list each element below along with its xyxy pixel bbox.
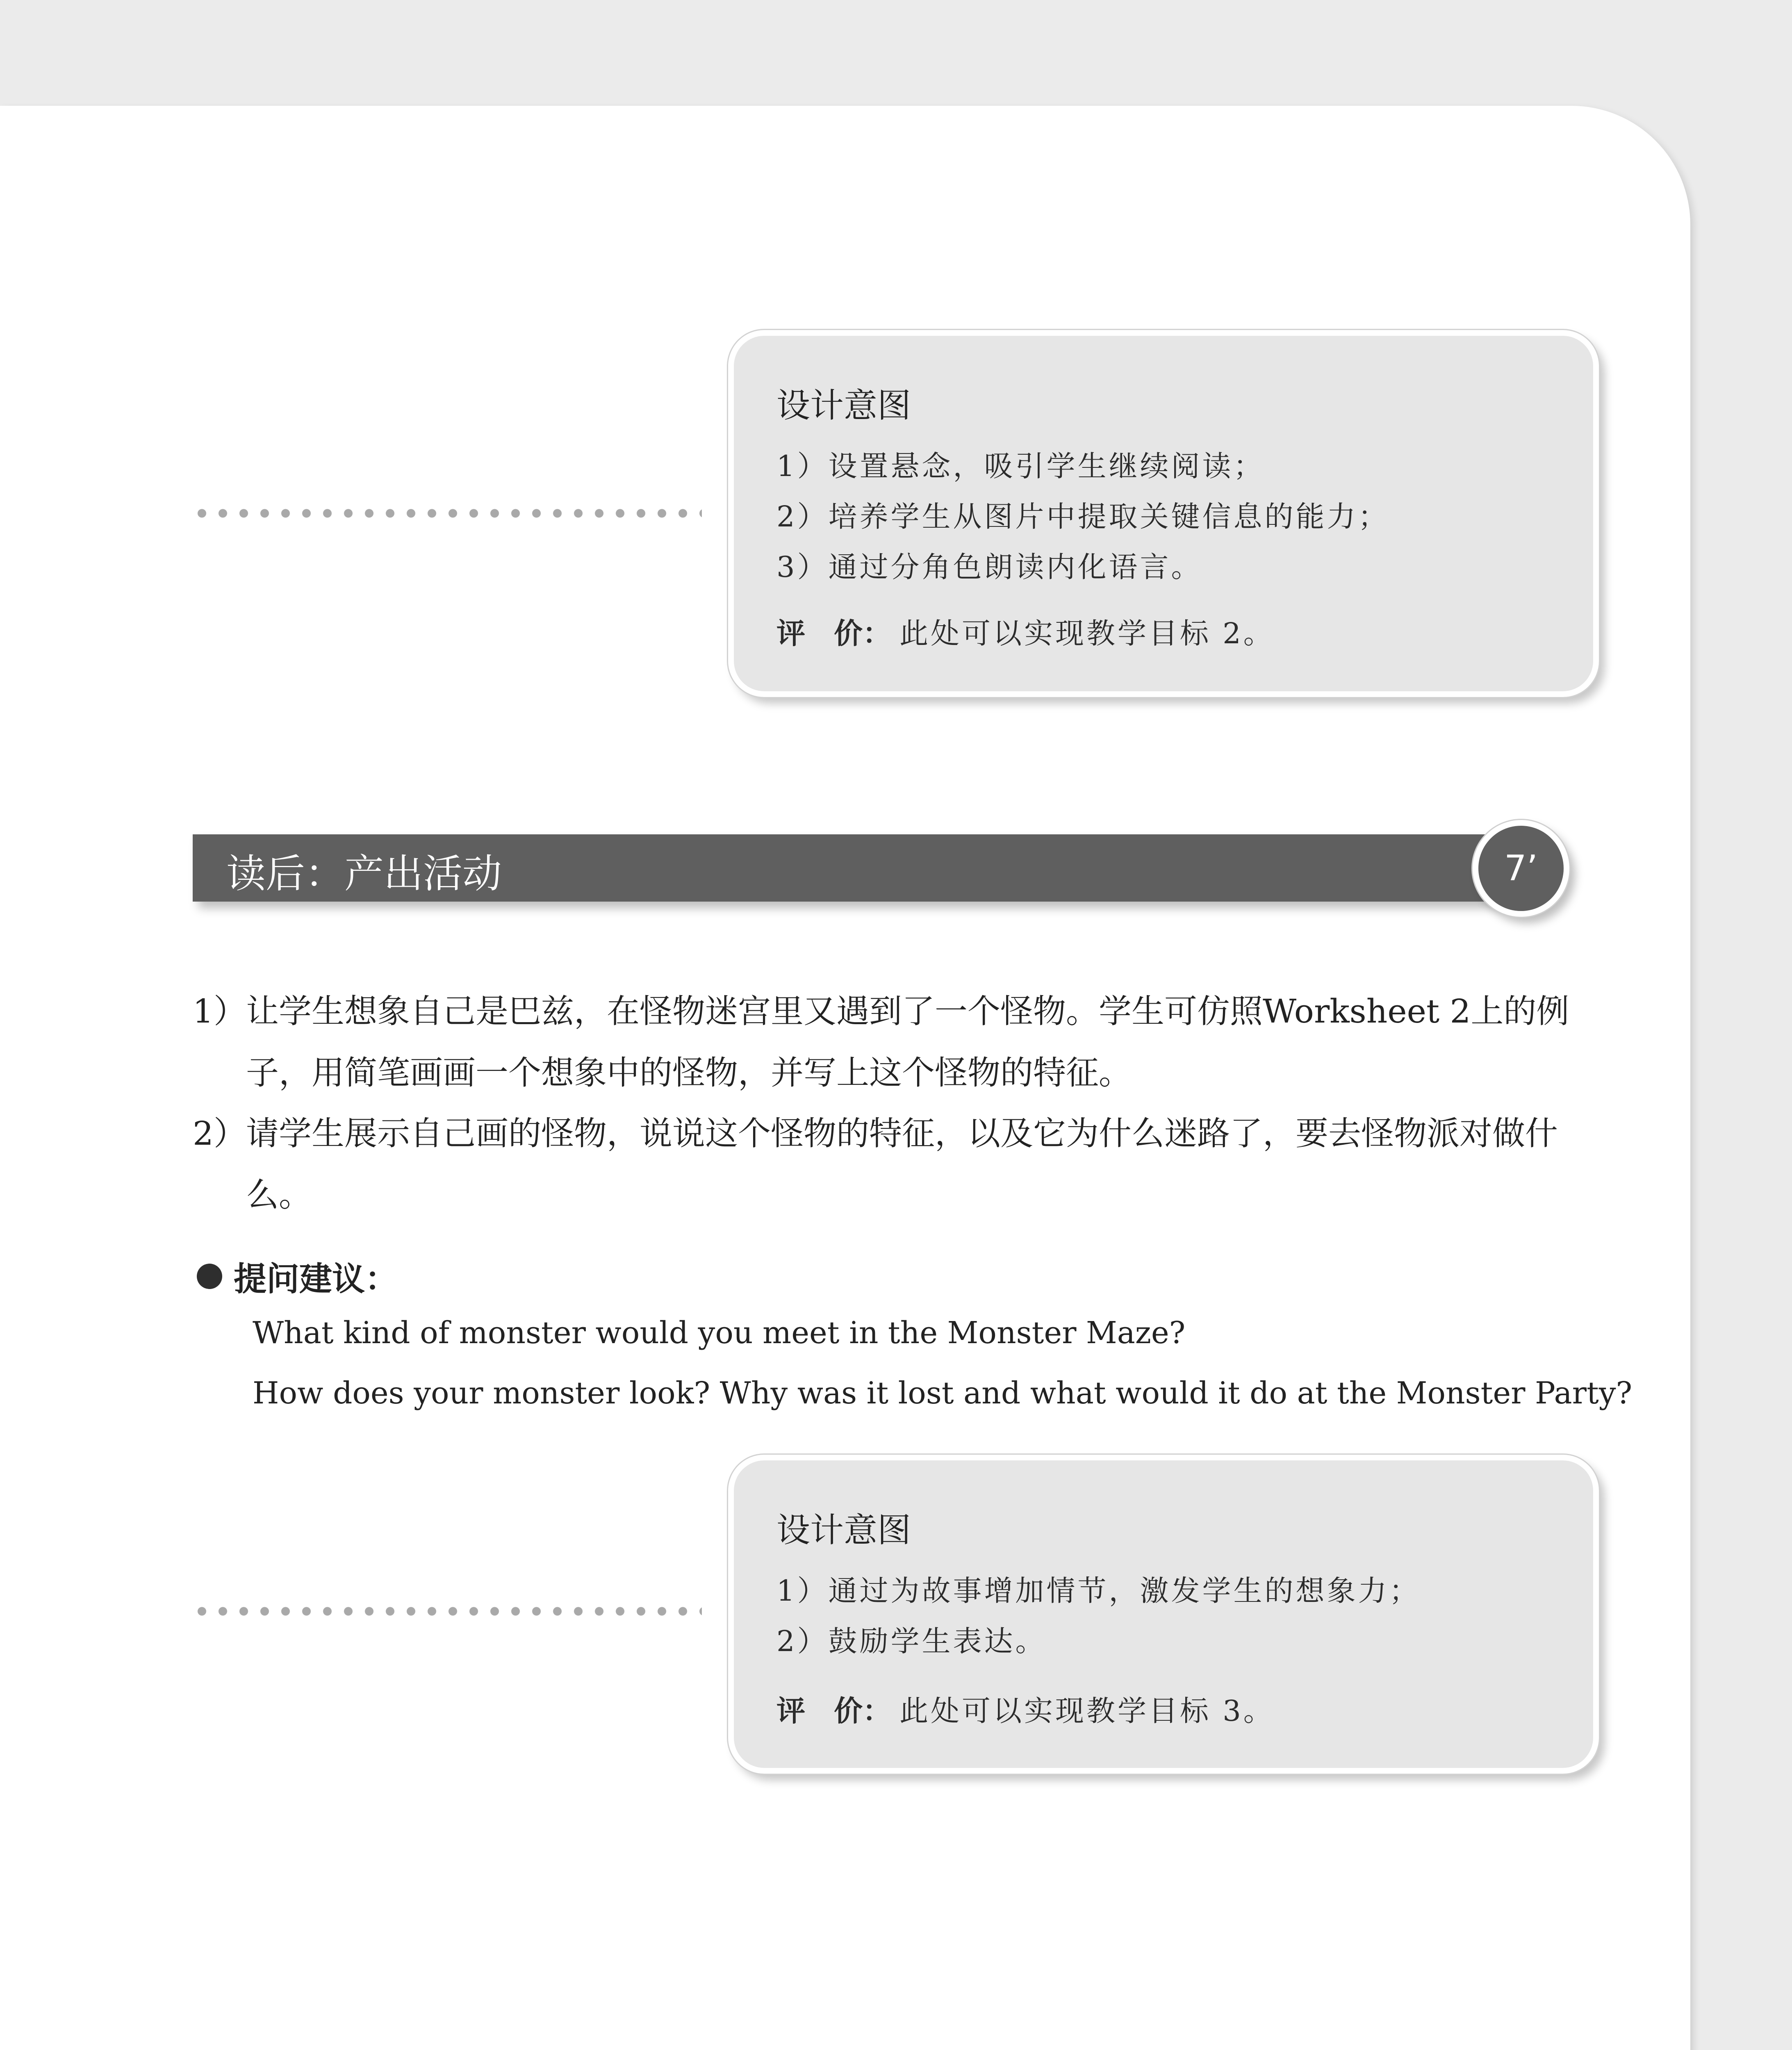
design-intent-box <box>728 1455 1599 1774</box>
design-intent-line: 1）通过为故事增加情节，激发学生的想象力； <box>776 1574 1421 1608</box>
evaluation-text: 此处可以实现教学目标 3。 <box>899 1694 1275 1728</box>
design-intent-line: 1）设置悬念，吸引学生继续阅读； <box>776 449 1265 483</box>
activity-text: 请学生展示自己画的怪物，说说这个怪物的特征，以及它为什么迷路了，要去怪物派对做什么。 <box>246 1114 1558 1214</box>
evaluation-label: 评 价： <box>776 1694 891 1728</box>
question-suggestions-label: 提问建议： <box>234 1260 398 1298</box>
evaluation-line <box>776 610 1275 652</box>
design-intent-line: 2）鼓励学生表达。 <box>776 1624 1047 1658</box>
design-intent-title: 设计意图 <box>776 1511 911 1550</box>
activity-text: 让学生想象自己是巴兹，在怪物迷宫里又遇到了一个怪物。学生可仿照Worksheet 2上的例子，用简笔画画一个想象中的怪物，并写上这个怪物的特征。 <box>246 992 1569 1092</box>
bullet-icon <box>197 1264 222 1289</box>
section-title: 读后：产出活动 <box>226 851 502 897</box>
design-intent-box <box>728 330 1599 697</box>
activity-item <box>193 1103 1603 1226</box>
question-item: What kind of monster would you meet in the Monster Maze? <box>253 1315 1186 1351</box>
time-badge: 7’ <box>1473 820 1569 917</box>
design-intent-title: 设计意图 <box>776 386 911 425</box>
section-header <box>193 834 1501 902</box>
design-intent-line: 2）培养学生从图片中提取关键信息的能力； <box>776 500 1389 533</box>
question-suggestions-heading <box>197 1253 398 1300</box>
activity-number: 2） <box>193 1114 246 1153</box>
activity-number: 1） <box>193 992 246 1030</box>
dotted-leader <box>191 1606 702 1616</box>
evaluation-label: 评 价： <box>776 617 891 650</box>
question-item: How does your monster look? Why was it lost and what would it do at the Monster Party? <box>253 1376 1633 1411</box>
activity-item <box>193 981 1603 1104</box>
evaluation-text: 此处可以实现教学目标 2。 <box>899 617 1275 650</box>
evaluation-line <box>776 1688 1275 1729</box>
design-intent-line: 3）通过分角色朗读内化语言。 <box>776 550 1202 584</box>
dotted-leader <box>191 508 702 518</box>
